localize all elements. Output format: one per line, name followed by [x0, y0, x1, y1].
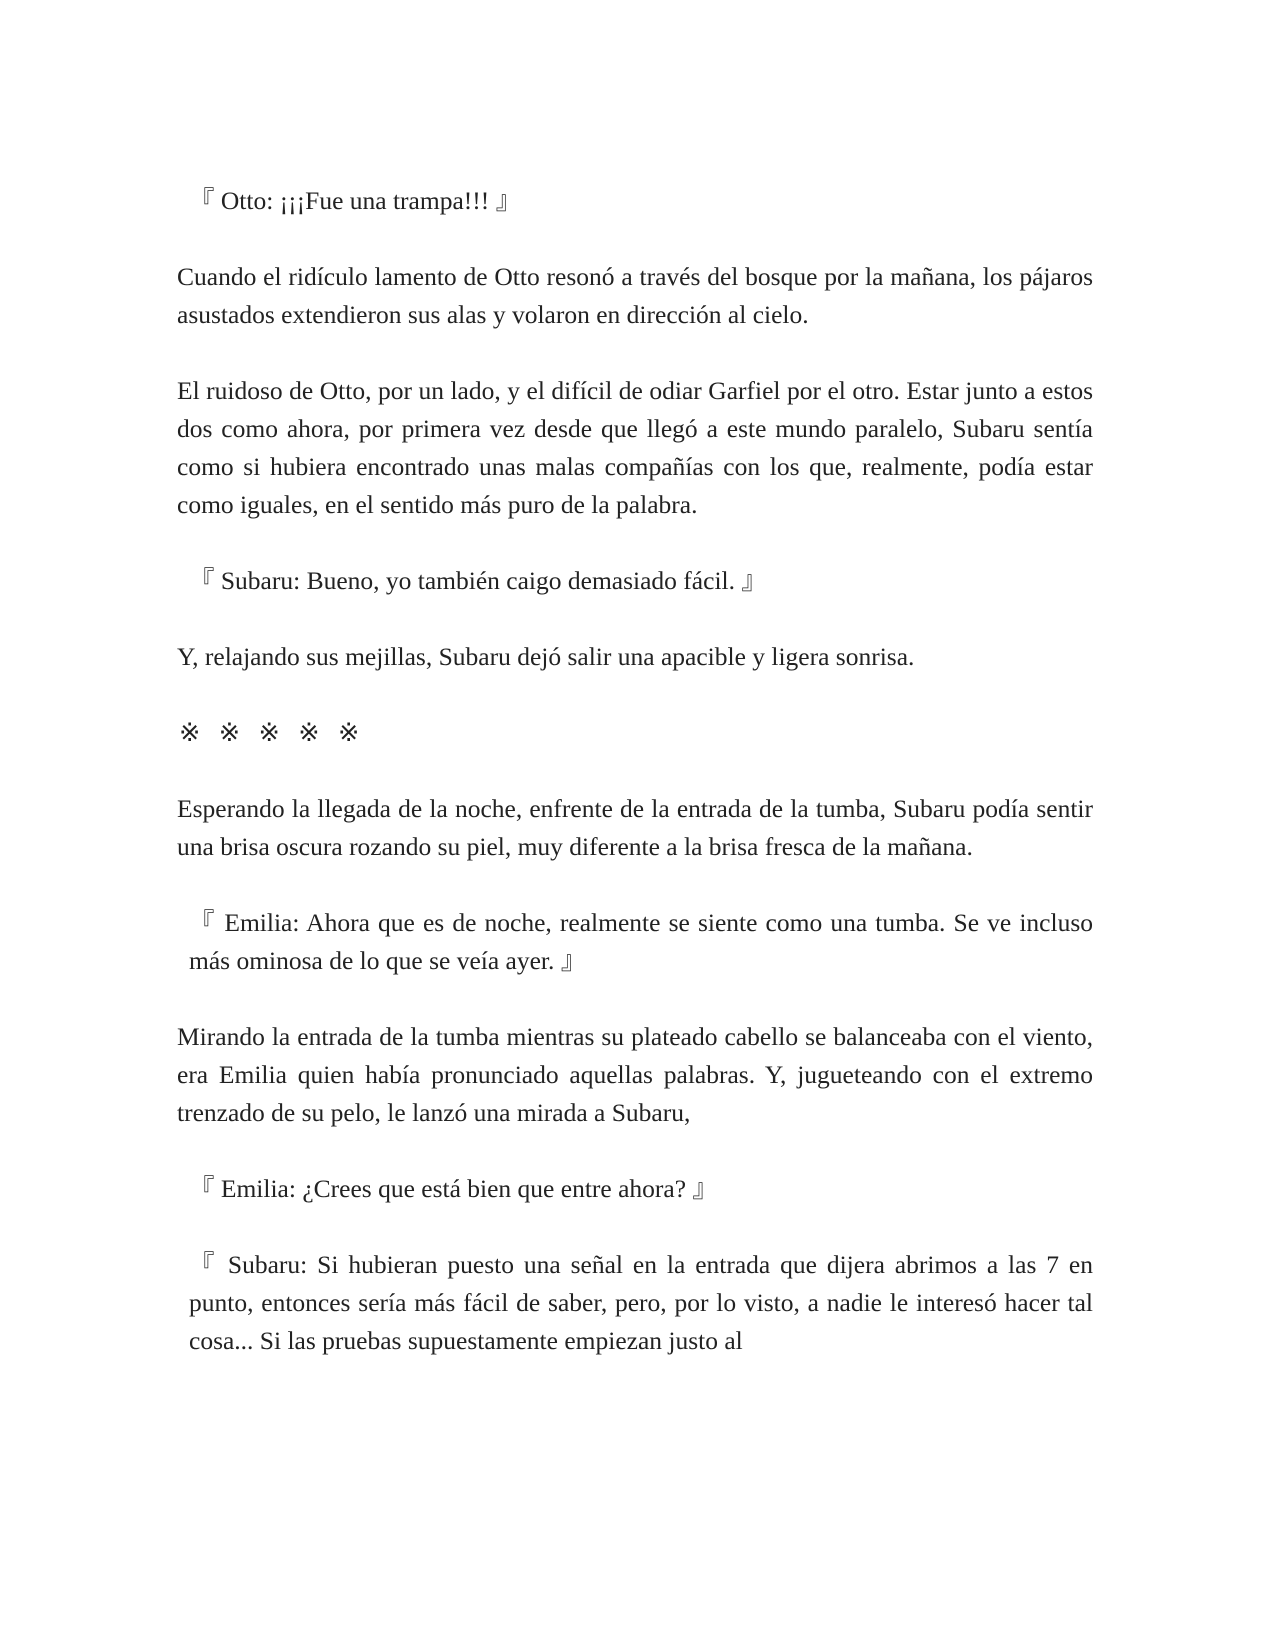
dialogue-emilia-night: 『 Emilia: Ahora que es de noche, realmente se siente como una tumba. Se ve incluso más ominosa de lo que se veía ayer. 』 [189, 908, 1093, 975]
dialogue-subaru-easy: 『 Subaru: Bueno, yo también caigo demasiado fácil. 』 [189, 566, 767, 595]
narration-emilia-looks: Mirando la entrada de la tumba mientras su plateado cabello se balanceaba con el viento, era Emilia quien había pronunciado aquellas palabras. Y, jugueteando con el extremo trenzado de su pelo, le lanzó una mirada a Subaru, [177, 1022, 1093, 1127]
narration-subaru-smile: Y, relajando sus mejillas, Subaru dejó salir una apacible y ligera sonrisa. [177, 642, 915, 671]
section-separator: ※ ※ ※ ※ ※ [179, 718, 366, 747]
narration-otto-lament: Cuando el ridículo lamento de Otto resonó a través del bosque por la mañana, los pájaros asustados extendieron sus alas y volaron en dirección al cielo. [177, 262, 1093, 329]
text-body [177, 182, 1093, 1360]
dialogue-otto-trap: 『 Otto: ¡¡¡Fue una trampa!!! 』 [189, 186, 522, 215]
narration-companions: El ruidoso de Otto, por un lado, y el difícil de odiar Garfiel por el otro. Estar junto a estos dos como ahora, por primera vez desde que llegó a este mundo paralelo, Subaru sentía como si hubiera encontrado unas malas compañías con los que, realmente, podía estar como iguales, en el sentido más puro de la palabra. [177, 376, 1093, 519]
dialogue-emilia-question: 『 Emilia: ¿Crees que está bien que entre ahora? 』 [189, 1174, 718, 1203]
narration-night-breeze: Esperando la llegada de la noche, enfrente de la entrada de la tumba, Subaru podía sentir una brisa oscura rozando su piel, muy diferente a la brisa fresca de la mañana. [177, 794, 1093, 861]
dialogue-subaru-sign: 『 Subaru: Si hubieran puesto una señal en la entrada que dijera abrimos a las 7 en punto, entonces sería más fácil de saber, pero, por lo visto, a nadie le interesó hacer tal cosa... Si las pruebas supuestamente empiezan justo al [189, 1250, 1093, 1355]
